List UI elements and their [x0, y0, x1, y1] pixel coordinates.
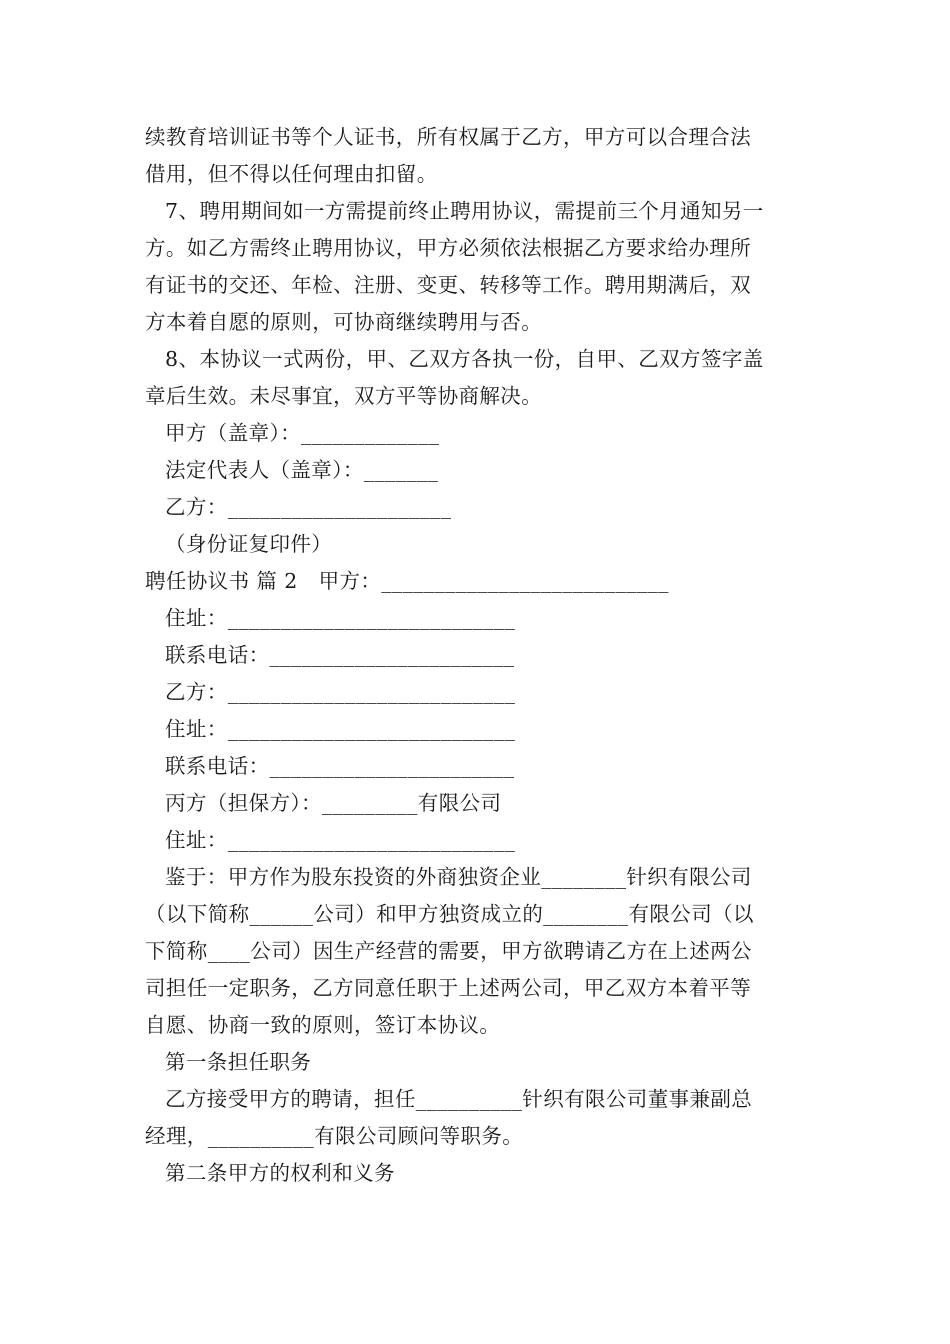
field-line: 联系电话：_______________________ [165, 643, 515, 667]
paragraph-line: 下简称____公司）因生产经营的需要，甲方欲聘请乙方在上述两公 [145, 939, 752, 963]
paragraph-line: 8、本协议一式两份，甲、乙双方各执一份，自甲、乙双方签字盖 [165, 347, 764, 371]
paragraph-line: 有证书的交还、年检、注册、变更、转移等工作。聘用期满后，双 [145, 273, 752, 297]
article-heading: 第一条担任职务 [165, 1050, 312, 1074]
article-heading: 第二条甲方的权利和义务 [165, 1161, 395, 1185]
signature-line-party-a: 甲方（盖章）：_____________ [165, 421, 440, 445]
field-line: 住址：___________________________ [165, 606, 516, 630]
field-line: 住址：___________________________ [165, 828, 516, 852]
field-line: 住址：___________________________ [165, 717, 516, 741]
signature-line-legal-rep: 法定代表人（盖章）：_______ [165, 458, 439, 482]
section-title-line: 聘任协议书 篇 2 甲方：___________________________ [145, 569, 669, 593]
id-copy-note: （身份证复印件） [165, 532, 333, 556]
paragraph-line: 方。如乙方需终止聘用协议，甲方必须依法根据乙方要求给办理所 [145, 236, 752, 260]
paragraph-line: 乙方接受甲方的聘请，担任__________针织有限公司董事兼副总 [165, 1087, 753, 1111]
field-line: 丙方（担保方）：_________有限公司 [165, 791, 502, 815]
paragraph-line: 经理，__________有限公司顾问等职务。 [145, 1124, 524, 1148]
paragraph-line: 自愿、协商一致的原则，签订本协议。 [145, 1013, 501, 1037]
signature-line-party-b: 乙方：_____________________ [165, 495, 452, 519]
paragraph-line: 章后生效。未尽事宜，双方平等协商解决。 [145, 384, 543, 408]
paragraph-line: 司担任一定职务，乙方同意任职于上述两公司，甲乙双方本着平等 [145, 976, 752, 1000]
field-line: 乙方：___________________________ [165, 680, 516, 704]
paragraph-line: 7、聘用期间如一方需提前终止聘用协议，需提前三个月通知另一 [165, 199, 764, 223]
paragraph-line: （以下简称______公司）和甲方独资成立的________有限公司（以 [145, 902, 754, 926]
paragraph-line: 借用，但不得以任何理由扣留。 [145, 162, 438, 186]
paragraph-line: 鉴于：甲方作为股东投资的外商独资企业________针织有限公司 [165, 865, 752, 889]
paragraph-line: 方本着自愿的原则，可协商继续聘用与否。 [145, 310, 543, 334]
paragraph-line: 续教育培训证书等个人证书，所有权属于乙方，甲方可以合理合法 [145, 125, 752, 149]
field-line: 联系电话：_______________________ [165, 754, 515, 778]
